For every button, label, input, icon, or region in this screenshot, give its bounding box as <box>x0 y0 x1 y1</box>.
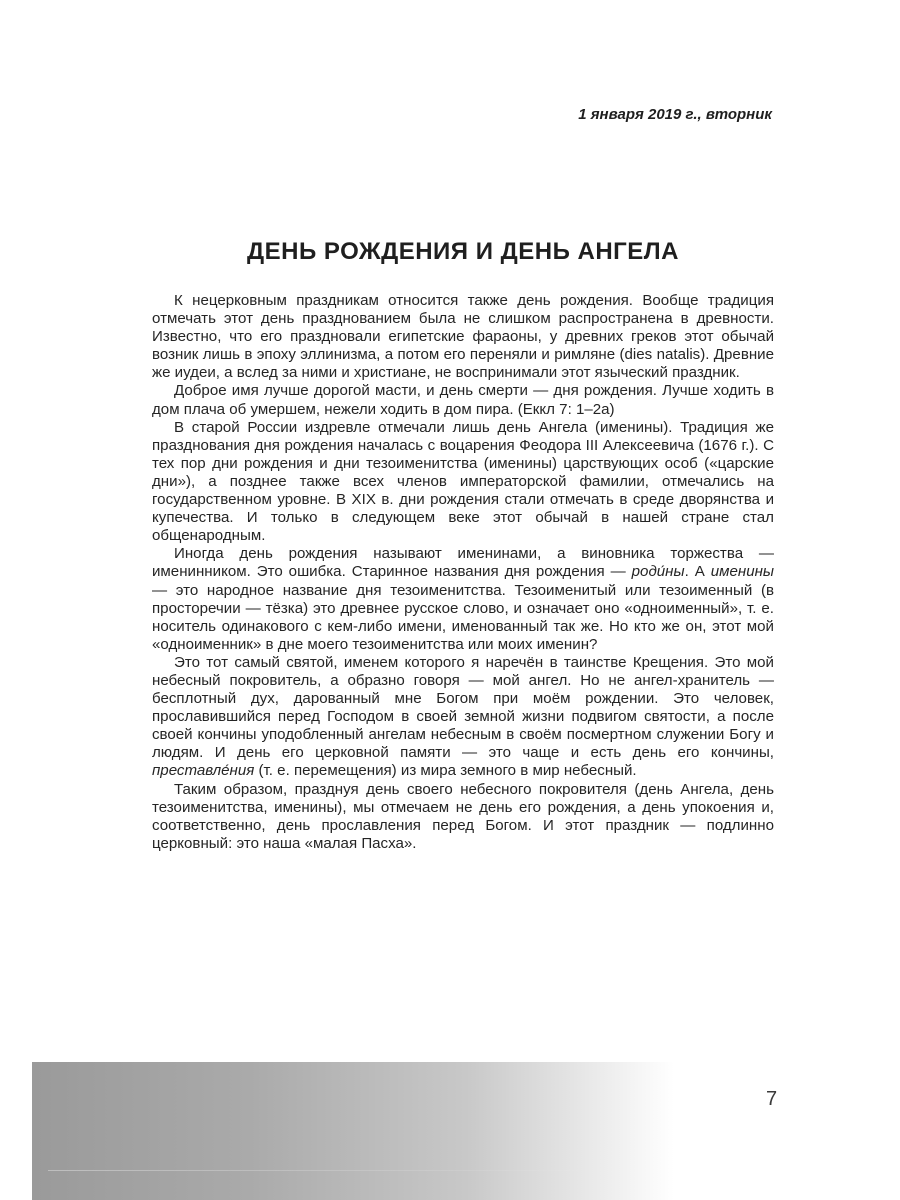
paragraph-text: . А <box>684 563 711 581</box>
paragraph: Таким образом, празднуя день своего небесного покровителя (день Ангела, день тезоименитства, именины), мы отмечаем не день его рождения, а день упокоения и, соответственно, день прославления перед Богом. И этот праздник — подлинно церковный: это наша «малая Пасха». <box>152 780 774 852</box>
page-title: ДЕНЬ РОЖДЕНИЯ И ДЕНЬ АНГЕЛА <box>247 238 679 265</box>
bible-quote-paragraph: Доброе имя лучше дорогой масти, и день смерти — дня рождения. Лучше ходить в дом плача об умершем, нежели ходить в дом пира. (Еккл 7: 1–2а) <box>152 382 774 418</box>
paragraph-text: — это народное название дня тезоименитства. Тезоименитый или тезоименный (в просторечии — тёзка) это древнее русское слово, и означает оно «одноименный», т. е. носитель одинакового с кем-либо имени, именованный так же. Но кто же он, этот мой «одноименник» в дне моего тезоименитства или моих именин? <box>152 581 774 653</box>
footer-gradient-band <box>32 1062 900 1200</box>
article-body <box>152 292 774 853</box>
paragraph-text: (т. е. перемещения) из мира земного в мир небесный. <box>254 762 637 780</box>
paragraph <box>152 545 774 654</box>
emphasis-term: роди́ны <box>631 563 685 581</box>
paragraph: К нецерковным праздникам относится также день рождения. Вообще традиция отмечать этот день празднованием была не слишком распространена в древности. Известно, что его праздновали египетские фараоны, у древних греков этот обычай возник лишь в эпоху эллинизма, а потом его переняли и римляне (dies natalis). Древние же иудеи, а вслед за ними и христиане, не воспринимали этот языческий праздник. <box>152 292 774 382</box>
paragraph-text: Это тот самый святой, именем которого я наречён в таинстве Крещения. Это мой небесный покровитель, а образно говоря — мой ангел. Но не ангел-хранитель — бесплотный дух, дарованный мне Богом при моём рождении. Это человек, прославившийся перед Господом в своей земной жизни подвигом святости, а после своей кончины уподобленный ангелам небесным в своём посмертном служении Богу и людям. И день его церковной памяти — это чаще и есть день его кончины, <box>152 653 774 762</box>
emphasis-term: именины <box>710 563 774 581</box>
page-number: 7 <box>766 1088 778 1110</box>
paragraph: В старой России издревле отмечали лишь день Ангела (именины). Традиция же празднования дня рождения началась с воцарения Феодора III Алексеевича (1676 г.). С тех пор дни рождения и дни тезоименитства (именины) царствующих особ («царские дни»), а позднее также всех членов императорской фамилии, отмечались на государственном уровне. В XIX в. дни рождения стали отмечать в среде дворянства и купечества. И только в следующем веке этот обычай в нашей стране стал общенародным. <box>152 418 774 545</box>
footer-divider <box>48 1170 608 1171</box>
emphasis-term: преставле́ния <box>152 762 255 780</box>
paragraph-text: Иногда день рождения называют именинами, а виновника торжества — именинником. Это ошибка. Старинное названия дня рождения — <box>152 545 774 581</box>
paragraph <box>152 654 774 781</box>
page-date: 1 января 2019 г., вторник <box>578 106 772 123</box>
